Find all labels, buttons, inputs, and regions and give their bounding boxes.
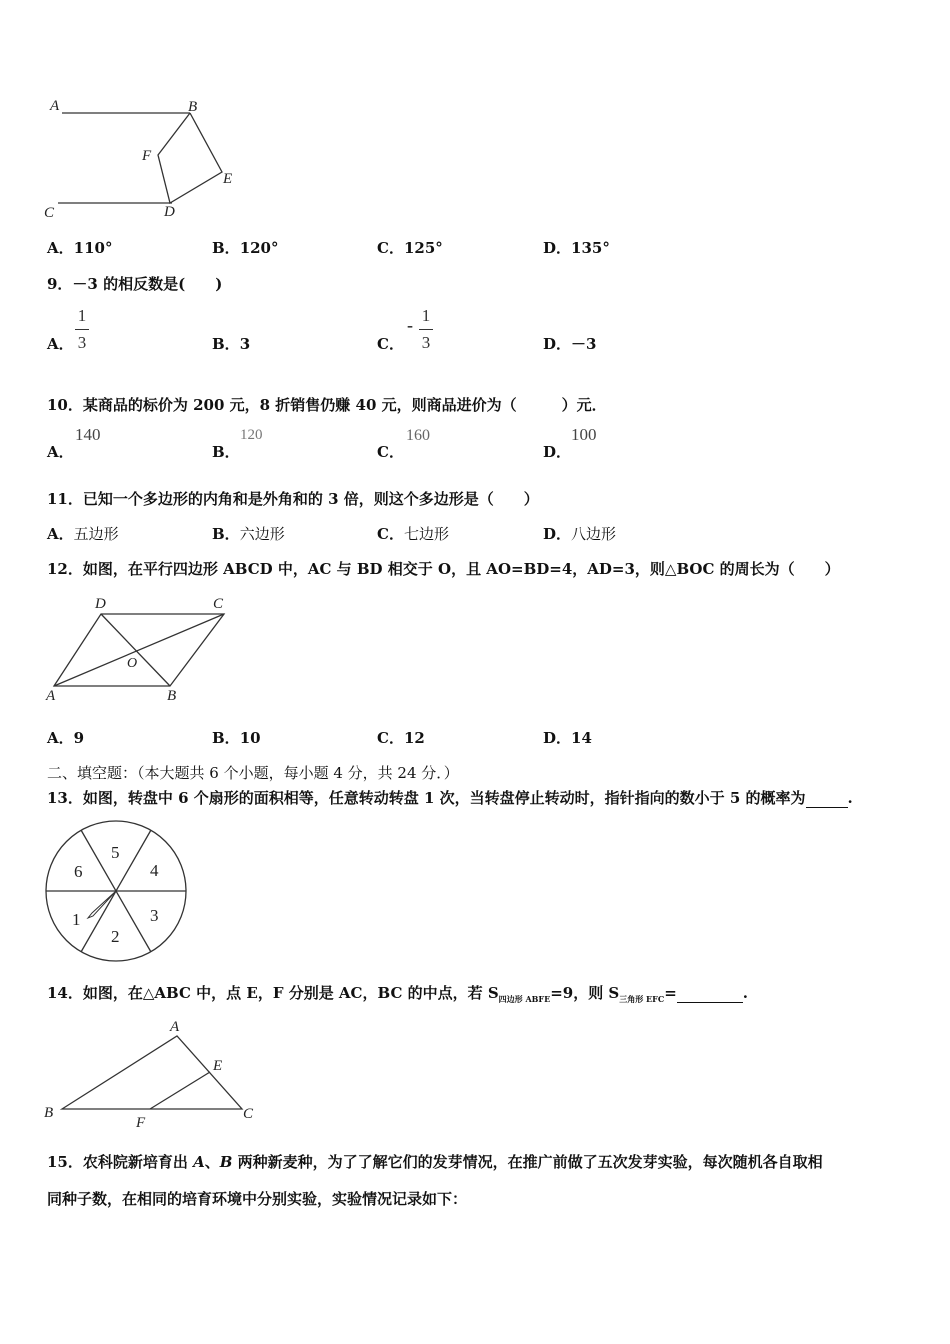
q10-option-b-letter: B．: [212, 443, 240, 461]
q13-answer-blank[interactable]: [806, 789, 848, 808]
q15-line2: 同种子数，在相同的培育环境中分别实验，实验情况记录如下：: [47, 1190, 468, 1208]
q8-label-C: C: [44, 205, 55, 221]
q9-c-sign: -: [407, 315, 413, 335]
spinner-number-5: 5: [111, 843, 120, 862]
q12-label-C: C: [213, 596, 224, 612]
q13-spinner: [40, 818, 192, 968]
spinner-number-6: 6: [74, 862, 83, 881]
q14-figure: [40, 1014, 265, 1134]
q9-option-b: B．3: [212, 335, 251, 353]
q12-option-b: B．10: [212, 729, 261, 747]
q13-stem-text: 13．如图，转盘中 6 个扇形的面积相等，任意转动转盘 1 次，当转盘停止转动时，指针指向的数小于 5 的概率为: [47, 789, 806, 807]
q8-option-d: D．135°: [543, 239, 610, 257]
q14-stem: 14．如图，在△ABC 中，点 E，F 分别是 AC，BC 的中点，若 $S_{四边形 ABFE}=9$，则 $S_{三角形 EFC}=$ .: [47, 984, 749, 1004]
q9-option-a-fraction: [75, 306, 89, 353]
q10-option-d-letter: D．: [543, 443, 572, 461]
q8-label-B: B: [188, 99, 198, 115]
q10-option-a-letter: A．: [47, 443, 74, 461]
q8-label-E: E: [223, 171, 233, 187]
q12-option-c: C．12: [377, 729, 425, 747]
q8-option-c: C．125°: [377, 239, 443, 257]
q13-stem: 13．如图，转盘中 6 个扇形的面积相等，任意转动转盘 1 次，当转盘停止转动时，指针指向的数小于 5 的概率为 .: [47, 789, 853, 807]
q10-option-b-value: 120: [240, 427, 263, 443]
q12-label-A: A: [46, 688, 56, 704]
q12-option-d: D．14: [543, 729, 592, 747]
q14-sub-efc: 三角形 EFC: [619, 994, 665, 1004]
q8-option-a: A．110°: [47, 239, 113, 257]
q9-a-numerator: 1: [77, 306, 87, 325]
q14-label-A: A: [170, 1019, 180, 1035]
q14-label-B: B: [44, 1105, 54, 1121]
q11-option-c: C．七边形: [377, 525, 449, 543]
q9-option-d: D．－3: [543, 335, 597, 353]
q10-option-c-letter: C．: [377, 443, 404, 461]
q14-label-E: E: [213, 1058, 223, 1074]
q11-stem: 11．已知一个多边形的内角和是外角和的 3 倍，则这个多边形是（ ）: [47, 490, 539, 508]
q9-c-denominator: 3: [421, 333, 431, 352]
q8-option-b: B．120°: [212, 239, 279, 257]
q12-label-B: B: [167, 688, 177, 704]
q12-stem: 12．如图，在平行四边形 ABCD 中，AC 与 BD 相交于 O，且 AO=BD=4，AD=3，则△BOC 的周长为（ ）: [47, 560, 840, 578]
q8-label-D: D: [164, 204, 175, 220]
q9-option-c-fraction: [419, 306, 433, 353]
q11-option-d: D．八边形: [543, 525, 617, 543]
q14-label-F: F: [136, 1115, 146, 1131]
spinner-number-1: 1: [72, 910, 81, 929]
q10-stem: 10．某商品的标价为 200 元，8 折销售仍赚 40 元，则商品进价为（ ）元．: [47, 396, 607, 414]
q15-line1: 15．农科院新培育出 A、B 两种新麦种，为了了解它们的发芽情况，在推广前做了五次发芽实验，每次随机各自取相: [47, 1153, 823, 1171]
q11-option-a: A．五边形: [47, 525, 119, 543]
q10-option-d-value: 100: [571, 425, 597, 444]
q12-label-O: O: [127, 656, 138, 671]
q12-label-D: D: [95, 596, 106, 612]
q9-option-c-letter: C．: [377, 335, 404, 353]
q14-sub-abfe: 四边形 ABFE: [498, 994, 551, 1004]
q9-c-numerator: 1: [421, 306, 431, 325]
q12-figure: [40, 592, 235, 707]
q11-option-b: B．六边形: [212, 525, 285, 543]
q8-figure: [40, 92, 250, 227]
q12-option-a: A．9: [47, 729, 85, 747]
section2-title: 二、填空题：（本大题共 6 个小题，每小题 4 分，共 24 分．）: [47, 764, 459, 782]
q10-option-a-value: 140: [75, 425, 101, 444]
q8-label-A: A: [50, 98, 60, 114]
q9-option-a-letter: A．: [47, 335, 74, 353]
q14-answer-blank[interactable]: [677, 984, 743, 1003]
q10-option-c-value: 160: [406, 427, 430, 444]
spinner-number-4: 4: [150, 861, 159, 880]
q8-label-F: F: [142, 148, 152, 164]
q14-label-C: C: [243, 1106, 254, 1122]
q9-stem: 9．－3 的相反数是( ): [47, 275, 223, 293]
spinner-number-2: 2: [111, 927, 120, 946]
spinner-number-3: 3: [150, 906, 159, 925]
q9-a-denominator: 3: [77, 333, 87, 352]
